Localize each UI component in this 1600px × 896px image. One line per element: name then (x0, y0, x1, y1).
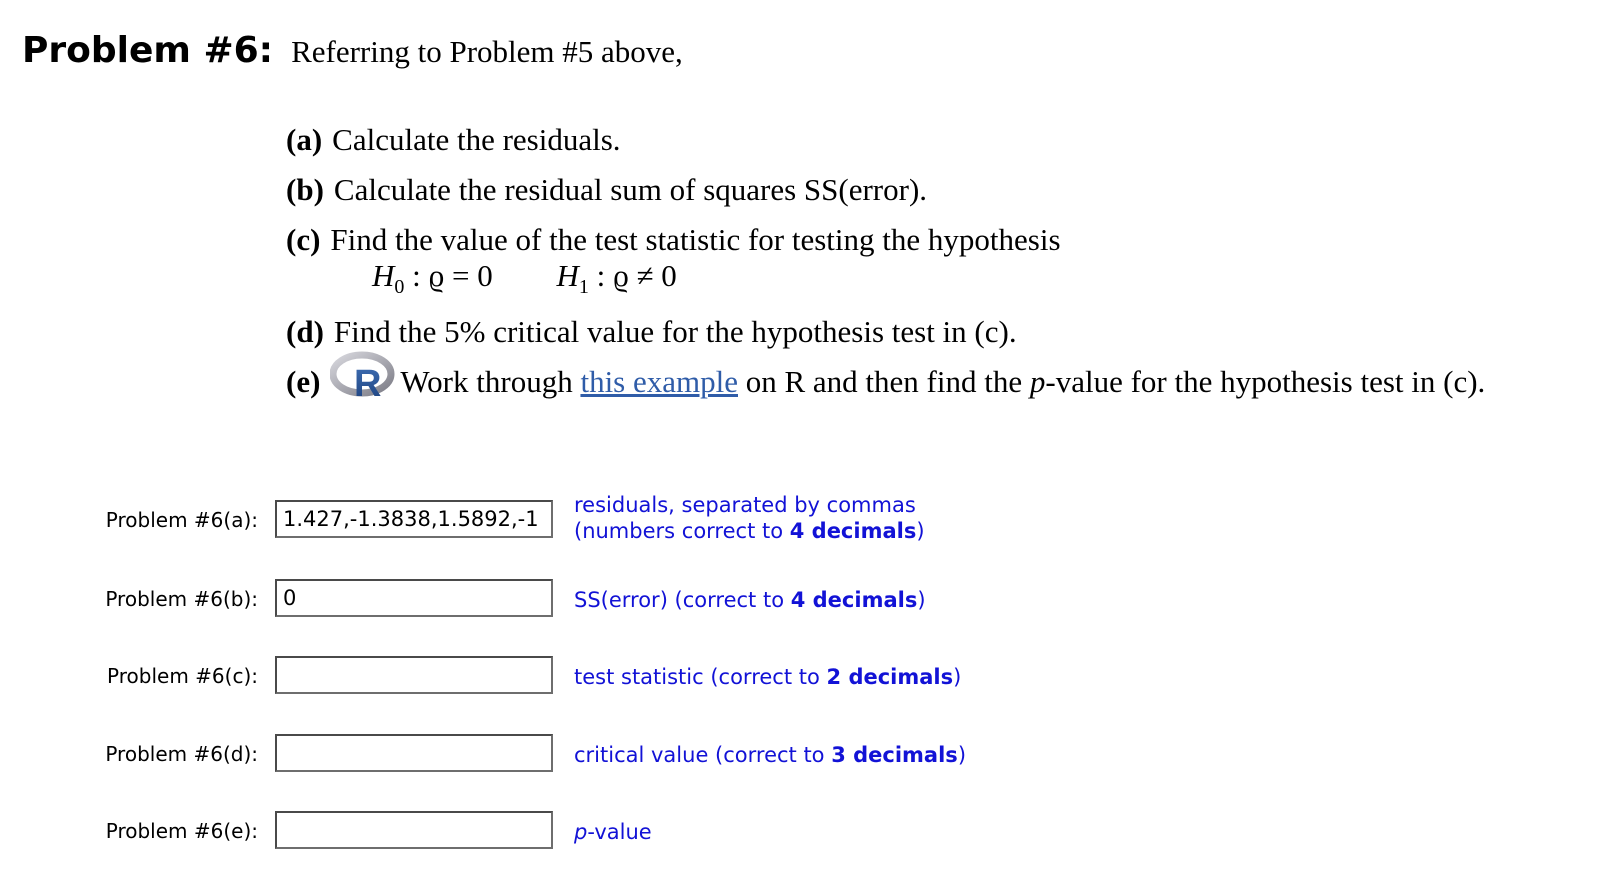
answer-input-a[interactable] (275, 500, 553, 538)
answer-label-b: Problem #6(b): (105, 587, 258, 611)
answer-hint-d-post: ) (957, 743, 967, 767)
part-a-label: (a) (286, 122, 323, 157)
part-e-p: p (1029, 364, 1046, 399)
answer-hint-b-post: ) (917, 588, 926, 612)
h1-subscript: 1 (578, 276, 589, 299)
answer-hint-c-post: ) (953, 665, 962, 689)
answer-input-c[interactable] (275, 656, 553, 694)
answer-hint-d-bold: 3 decimals (831, 743, 958, 767)
h1-rest: : ϱ ≠ 0 (596, 258, 677, 293)
part-e-label: (e) (286, 364, 321, 399)
answer-hint-c (574, 664, 961, 690)
answer-hint-a (574, 492, 925, 544)
part-c (286, 222, 1061, 258)
problem-intro: Referring to Problem #5 above, (291, 34, 683, 69)
h0-letter: H (372, 258, 395, 293)
part-d-label: (d) (286, 314, 324, 349)
answer-label-c: Problem #6(c): (107, 664, 258, 688)
answer-label-d: Problem #6(d): (105, 742, 258, 766)
answer-hint-c-pre: test statistic (correct to (574, 665, 827, 689)
problem-title (22, 30, 683, 71)
answer-hint-e-post: -value (587, 820, 652, 844)
this-example-link[interactable]: this example (580, 364, 738, 399)
part-e-text-after: -value for the hypothesis test in (c). (1045, 364, 1486, 399)
answer-hint-b-bold: 4 decimals (790, 588, 918, 612)
answer-hint-c-bold: 2 decimals (826, 665, 954, 689)
answer-row-e (0, 811, 1600, 851)
part-c-label: (c) (286, 222, 321, 257)
part-d-text: Find the 5% critical value for the hypothesis test in (c). (333, 314, 1017, 349)
answer-input-b[interactable] (275, 579, 553, 617)
part-c-text: Find the value of the test statistic for testing the hypothesis (330, 222, 1061, 257)
part-d (286, 314, 1017, 350)
answer-hint-a-line2: (numbers correct to (574, 519, 790, 543)
hypothesis-statement (372, 258, 677, 299)
answer-hint-e (574, 819, 652, 845)
answer-hint-a-bold: 4 decimals (789, 519, 917, 543)
h0-rest: : ϱ = 0 (412, 258, 493, 293)
answer-hint-a-post: ) (916, 519, 925, 543)
answer-label-e: Problem #6(e): (105, 819, 258, 843)
part-a-text: Calculate the residuals. (332, 122, 621, 157)
answer-label-a: Problem #6(a): (105, 508, 258, 532)
answer-hint-a-line1: residuals, separated by commas (574, 493, 916, 517)
answer-row-c (0, 656, 1600, 696)
h0-subscript: 0 (394, 276, 405, 299)
r-logo-letter: R (354, 363, 382, 402)
answer-input-d[interactable] (275, 734, 553, 772)
answer-hint-b (574, 587, 926, 613)
answer-hint-e-italic: p (574, 820, 588, 844)
problem-heading: Problem #6: (22, 30, 274, 71)
part-a (286, 122, 621, 158)
part-e (286, 364, 1485, 424)
part-b-label: (b) (286, 172, 324, 207)
answer-input-e[interactable] (275, 811, 553, 849)
answer-row-a (0, 493, 1600, 543)
part-b-text: Calculate the residual sum of squares SS(error). (333, 172, 928, 207)
part-b (286, 172, 927, 208)
r-logo-icon (330, 350, 396, 410)
part-e-text-mid: on R and then find the (745, 364, 1023, 399)
part-e-text-before: Work through (400, 364, 573, 399)
answer-hint-d (574, 742, 966, 768)
answer-hint-b-pre: SS(error) (correct to (574, 588, 791, 612)
answer-hint-d-pre: critical value (correct to (574, 743, 832, 767)
answer-row-d (0, 734, 1600, 774)
h1-letter: H (556, 258, 579, 293)
answer-row-b (0, 579, 1600, 619)
